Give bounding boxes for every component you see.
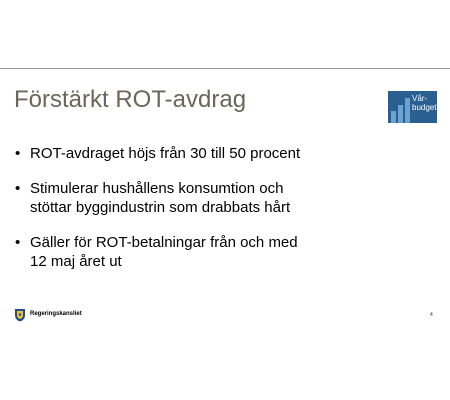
page-number: 4 [430,312,433,318]
bullet-item [14,233,434,271]
bullet-line: Stimulerar hushållens konsumtion och [30,180,284,197]
logo-text [412,94,436,112]
varbudget-logo [388,91,437,123]
slide-title: Förstärkt ROT-avdrag [14,86,247,113]
bullet-line: ROT-avdraget höjs från 30 till 50 procent [30,145,301,162]
bullet-dot-icon: • [15,234,21,251]
logo-bar-2 [398,105,403,123]
bullet-line: Gäller för ROT-betalningar från och med [30,234,298,251]
footer-org-name: Regeringskansliet [30,311,82,317]
logo-text-line1: Vår- [412,94,428,103]
bullet-item [14,144,434,163]
bullet-list [14,144,434,287]
government-crest-icon [14,308,26,322]
logo-bar-3 [405,98,410,123]
logo-text-line2: budget [412,103,437,112]
bullet-dot-icon: • [15,145,21,162]
bullet-line: 12 maj året ut [30,253,122,270]
top-divider [0,68,450,69]
bullet-item [14,179,434,217]
logo-bar-1 [391,111,396,123]
bullet-line: stöttar byggindustrin som drabbats hårt [30,199,291,216]
bullet-dot-icon: • [15,180,21,197]
